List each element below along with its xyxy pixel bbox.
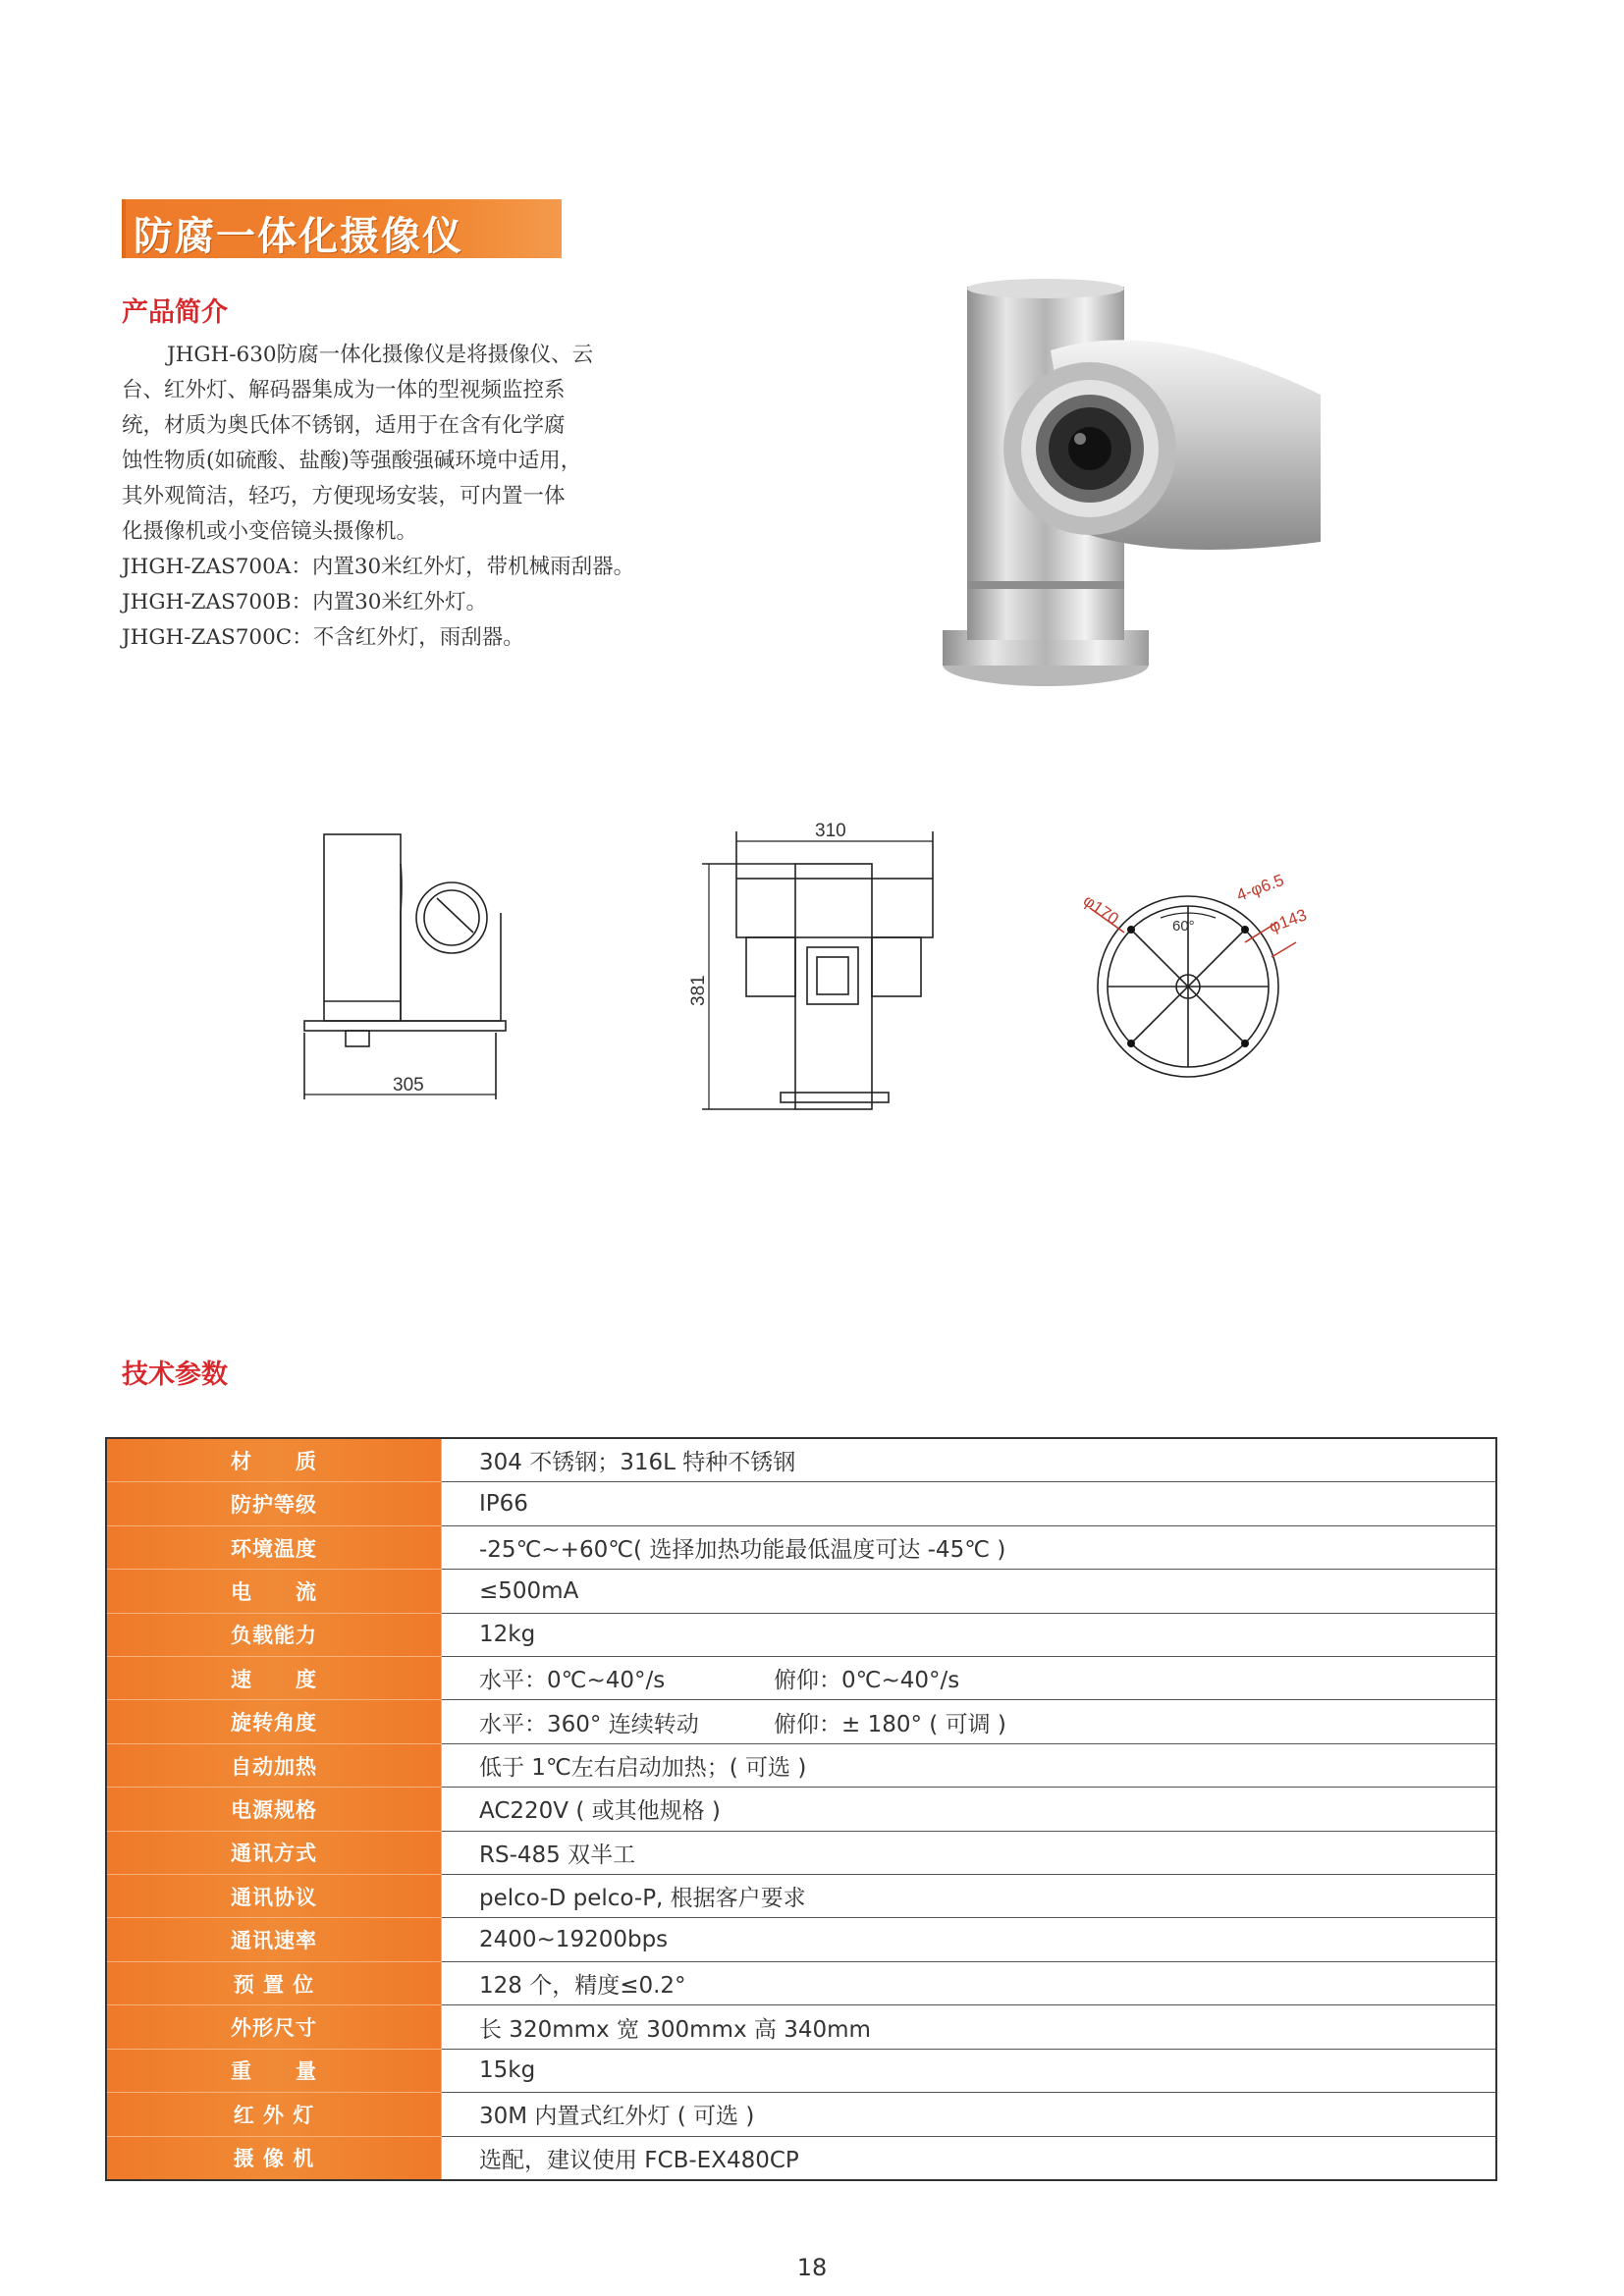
spec-value: 15kg	[442, 2049, 1497, 2092]
table-row	[106, 1525, 1496, 1569]
spec-value: 128 个，精度≤0.2°	[442, 1961, 1497, 2004]
table-row	[106, 2049, 1496, 2092]
spec-label: 材 质	[106, 1438, 442, 1482]
table-row	[106, 1875, 1496, 1918]
intro-line: 统，材质为奥氏体不锈钢，适用于在含有化学腐	[122, 413, 566, 438]
front-height-label: 381	[688, 975, 709, 1006]
spec-value: 30M 内置式红外灯 ( 可选 )	[442, 2093, 1497, 2136]
spec-label: 摄 像 机	[106, 2136, 442, 2180]
spec-value: 选配，建议使用 FCB-EX480CP	[442, 2136, 1497, 2180]
intro-line: JHGH-630防腐一体化摄像仪是将摄像仪、云	[167, 343, 594, 367]
title-banner	[122, 199, 562, 258]
spec-value: 长 320mmx 宽 300mmx 高 340mm	[442, 2005, 1497, 2049]
spec-label: 防护等级	[106, 1482, 442, 1525]
spec-label: 负载能力	[106, 1613, 442, 1656]
side-view-drawing	[295, 825, 520, 1119]
front-width-label: 310	[815, 821, 846, 841]
intro-line: 台、红外灯、解码器集成为一体的型视频监控系	[122, 378, 566, 402]
spec-value: IP66	[442, 1482, 1497, 1525]
intro-line: JHGH-ZAS700A：内置30米红外灯，带机械雨刮器。	[122, 555, 635, 579]
spec-value: 304 不锈钢；316L 特种不锈钢	[442, 1438, 1497, 1482]
spec-value: RS-485 双半工	[442, 1831, 1497, 1874]
table-row	[106, 1831, 1496, 1874]
spec-label: 电 流	[106, 1570, 442, 1613]
table-row	[106, 2093, 1496, 2136]
table-row	[106, 2136, 1496, 2180]
camera-product-photo	[933, 277, 1345, 699]
spec-label: 外形尺寸	[106, 2005, 442, 2049]
intro-line: JHGH-ZAS700B：内置30米红外灯。	[122, 590, 487, 614]
table-row	[106, 1788, 1496, 1831]
spec-value: AC220V ( 或其他规格 )	[442, 1788, 1497, 1831]
table-row	[106, 1570, 1496, 1613]
base-pcd-label: φ143	[1266, 905, 1310, 936]
base-angle-label: 60°	[1172, 918, 1195, 934]
table-row	[106, 1961, 1496, 2004]
spec-value: 2400~19200bps	[442, 1918, 1497, 1961]
spec-value: 12kg	[442, 1613, 1497, 1656]
spec-value: 低于 1℃左右启动加热；( 可选 )	[442, 1743, 1497, 1787]
table-row	[106, 1700, 1496, 1743]
spec-label: 环境温度	[106, 1525, 442, 1569]
spec-label: 通讯协议	[106, 1875, 442, 1918]
base-holes-label: 4-φ6.5	[1233, 870, 1287, 905]
spec-label: 重 量	[106, 2049, 442, 2092]
spec-value: -25℃~+60℃( 选择加热功能最低温度可达 -45℃ )	[442, 1525, 1497, 1569]
base-plate-drawing	[1070, 864, 1335, 1099]
table-row	[106, 1918, 1496, 1961]
page-title: 防腐一体化摄像仪	[134, 214, 463, 259]
spec-value: ≤500mA	[442, 1570, 1497, 1613]
table-row	[106, 1613, 1496, 1656]
intro-heading: 产品简介	[122, 297, 228, 328]
base-outer-label: φ170	[1079, 890, 1122, 929]
table-row	[106, 1438, 1496, 1482]
spec-value-secondary: 俯仰：0℃~40°/s	[774, 1668, 960, 1694]
table-row	[106, 1743, 1496, 1787]
spec-label: 旋转角度	[106, 1700, 442, 1743]
side-width-label: 305	[393, 1075, 424, 1095]
spec-value-cell	[442, 1700, 1497, 1743]
table-row	[106, 1657, 1496, 1700]
intro-line: 其外观简洁，轻巧，方便现场安装，可内置一体	[122, 484, 566, 508]
intro-line: 化摄像机或小变倍镜头摄像机。	[122, 519, 418, 544]
intro-line: JHGH-ZAS700C：不含红外灯，雨刮器。	[122, 625, 524, 650]
specs-heading: 技术参数	[122, 1360, 228, 1390]
spec-value: 水平：360° 连续转动	[479, 1711, 699, 1737]
spec-label: 速 度	[106, 1657, 442, 1700]
intro-line: 蚀性物质(如硫酸、盐酸)等强酸强碱环境中适用，	[122, 449, 582, 473]
spec-value: 水平：0℃~40°/s	[479, 1668, 666, 1694]
spec-value-secondary: 俯仰：± 180° ( 可调 )	[774, 1711, 1006, 1737]
spec-label: 自动加热	[106, 1743, 442, 1787]
spec-label: 电源规格	[106, 1788, 442, 1831]
table-row	[106, 1482, 1496, 1525]
spec-label: 通讯方式	[106, 1831, 442, 1874]
spec-label: 预 置 位	[106, 1961, 442, 2004]
page-number: 18	[796, 2254, 828, 2281]
spec-value: pelco-D pelco-P, 根据客户要求	[442, 1875, 1497, 1918]
intro-text	[122, 338, 672, 656]
spec-label: 红 外 灯	[106, 2093, 442, 2136]
spec-value-cell	[442, 1657, 1497, 1700]
table-row	[106, 2005, 1496, 2049]
front-view-drawing	[687, 820, 952, 1124]
spec-label: 通讯速率	[106, 1918, 442, 1961]
specs-table	[105, 1437, 1497, 2181]
